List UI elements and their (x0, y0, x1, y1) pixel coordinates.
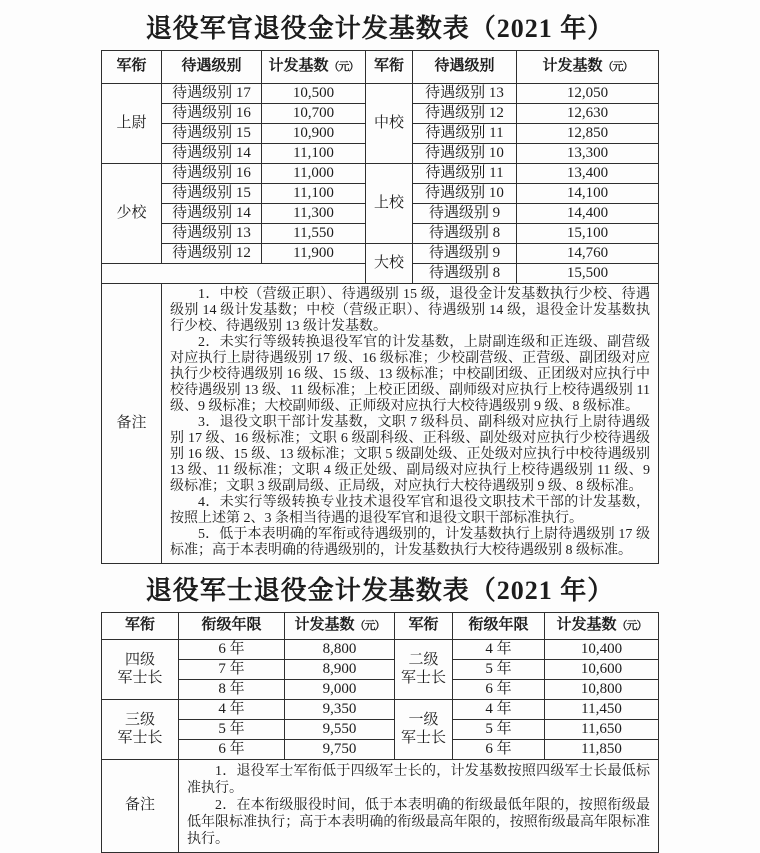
remark-label: 备注 (102, 283, 162, 563)
base-cell: 10,400 (545, 639, 659, 659)
officer-remarks (162, 283, 659, 563)
remark-item-3: 3．退役文职干部计发基数，文职 7 级科员、副科级对应执行上尉待遇级别 17 级、16 级标准；文职 6 级副科级、正科级、副处级对应执行少校待遇级别 16 级、15 级、13 级标准；文职 5 级副处级、正处级对应执行中校待遇级别 13 级、11 级标准；文职 4 级正处级、副局级对应执行上校待遇级别 11 级、9 级标准；文职 3 级副局级、正局级，对应执行大校待遇级别 9 级、8 级标准。 (170, 414, 650, 494)
years-cell: 8 年 (179, 679, 285, 699)
base-cell: 11,550 (262, 223, 366, 243)
base-cell: 10,500 (262, 83, 366, 103)
header-base-unit: （元） (354, 620, 385, 633)
table-row (102, 243, 659, 263)
grade-cell: 待遇级别 12 (162, 243, 262, 263)
grade-cell: 待遇级别 14 (162, 143, 262, 163)
rank-line: 军士长 (117, 730, 163, 747)
header-base-unit: （元） (328, 61, 359, 74)
rank-line: 四级 (124, 651, 155, 668)
table-row (102, 679, 659, 699)
base-cell: 14,400 (517, 203, 659, 223)
soldier-remarks (179, 759, 659, 852)
base-cell: 12,850 (517, 123, 659, 143)
grade-cell: 待遇级别 15 (162, 123, 262, 143)
base-cell: 9,350 (285, 699, 395, 719)
base-cell: 10,800 (545, 679, 659, 699)
remark-item-5: 5．低于本表明确的军衔或待遇级别的，计发基数执行上尉待遇级别 17 级标准；高于本表明确的待遇级别的，计发基数执行大校待遇级别 8 级标准。 (170, 526, 650, 558)
rank-cell-sijj (102, 639, 179, 699)
grade-cell: 待遇级别 8 (413, 263, 517, 283)
grade-cell: 待遇级别 10 (413, 183, 517, 203)
rank-line: 三级 (124, 711, 155, 728)
base-cell: 15,100 (517, 223, 659, 243)
grade-cell: 待遇级别 16 (162, 103, 262, 123)
base-cell: 11,000 (262, 163, 366, 183)
rank-cell-erji (395, 639, 453, 699)
header-base-left (262, 50, 366, 83)
remark-item-2: 2．在本衔级服役时间，低于本表明确的衔级最低年限的，按照衔级最低年限标准执行；高于本表明确的衔级最高年限的，按照衔级最高年限标准执行。 (187, 797, 650, 847)
grade-cell: 待遇级别 11 (413, 123, 517, 143)
rank-line: 二级 (408, 651, 439, 668)
header-base-label: 计发基数 (542, 58, 603, 75)
base-cell: 8,800 (285, 639, 395, 659)
base-cell: 14,100 (517, 183, 659, 203)
years-cell: 5 年 (453, 659, 545, 679)
table-row (102, 163, 659, 183)
base-cell: 11,450 (545, 699, 659, 719)
years-cell: 4 年 (453, 639, 545, 659)
years-cell: 7 年 (179, 659, 285, 679)
grade-cell: 待遇级别 16 (162, 163, 262, 183)
remark-item-1: 1．退役军士军衔低于四级军士长的，计发基数按照四级军士长最低标准执行。 (187, 763, 650, 796)
rank-line: 军士长 (400, 730, 446, 747)
base-cell: 11,300 (262, 203, 366, 223)
base-cell: 14,760 (517, 243, 659, 263)
table-row (102, 639, 659, 659)
years-cell: 6 年 (179, 739, 285, 759)
header-rank-right: 军衔 (395, 612, 453, 639)
base-cell: 11,100 (262, 183, 366, 203)
soldier-table (101, 612, 659, 853)
grade-cell: 待遇级别 14 (162, 203, 262, 223)
rank-cell-sanji (102, 699, 179, 759)
header-rank-left: 军衔 (102, 612, 179, 639)
rank-line: 一级 (408, 711, 439, 728)
header-rank-left: 军衔 (102, 50, 162, 83)
base-cell: 12,630 (517, 103, 659, 123)
officer-header-row (102, 50, 659, 83)
remark-item-4: 4．未实行等级转换专业技术退役军官和退役文职技术干部的计发基数，按照上述第 2、3 条相当待遇的退役军官和退役文职干部标准执行。 (170, 494, 650, 526)
base-cell: 10,900 (262, 123, 366, 143)
base-cell: 13,300 (517, 143, 659, 163)
years-cell: 6 年 (453, 679, 545, 699)
officer-remarks-row (102, 283, 659, 563)
table-row (102, 699, 659, 719)
base-cell: 11,850 (545, 739, 659, 759)
base-cell: 11,100 (262, 143, 366, 163)
header-base-label: 计发基数 (294, 617, 355, 634)
header-base-unit: （元） (616, 620, 647, 633)
table-row (102, 659, 659, 679)
grade-cell: 待遇级别 11 (413, 163, 517, 183)
remark-label: 备注 (102, 759, 179, 852)
base-cell: 9,550 (285, 719, 395, 739)
years-cell: 4 年 (179, 699, 285, 719)
soldier-header-row (102, 612, 659, 639)
soldier-remarks-row (102, 759, 659, 852)
officer-table (101, 50, 659, 564)
rank-cell-daxiao: 大校 (366, 243, 413, 283)
table-row (102, 719, 659, 739)
base-cell: 12,050 (517, 83, 659, 103)
grade-cell: 待遇级别 9 (413, 203, 517, 223)
base-cell: 11,900 (262, 243, 366, 263)
rank-line: 军士长 (117, 670, 163, 687)
table-row (102, 739, 659, 759)
grade-cell: 待遇级别 13 (413, 83, 517, 103)
header-years-left: 衔级年限 (179, 612, 285, 639)
header-base-right (545, 612, 659, 639)
grade-cell: 待遇级别 17 (162, 83, 262, 103)
base-cell: 9,750 (285, 739, 395, 759)
officer-table-title: 退役军官退役金计发基数表（2021 年） (145, 14, 615, 43)
header-grade-left: 待遇级别 (162, 50, 262, 83)
base-cell: 8,900 (285, 659, 395, 679)
years-cell: 5 年 (179, 719, 285, 739)
header-grade-right: 待遇级别 (413, 50, 517, 83)
rank-cell-shaoxiao: 少校 (102, 163, 162, 263)
rank-cell-yiji (395, 699, 453, 759)
grade-cell: 待遇级别 10 (413, 143, 517, 163)
header-base-unit: （元） (602, 61, 633, 74)
years-cell: 4 年 (453, 699, 545, 719)
rank-cell-zhongxiao: 中校 (366, 83, 413, 163)
remark-item-1: 1．中校（营级正职）、待遇级别 15 级，退役金计发基数执行少校、待遇级别 14 级计发基数；中校（营级正职）、待遇级别 14 级，退役金计发基数执行少校、待遇级别 13 级计发基数。 (170, 286, 650, 334)
grade-cell: 待遇级别 9 (413, 243, 517, 263)
remark-item-2: 2．未实行等级转换退役军官的计发基数，上尉副连级和正连级、副营级对应执行上尉待遇级别 17 级、16 级标准；少校副营级、正营级、副团级对应执行少校待遇级别 16 级、15 级、13 级标准；中校副团级、正团级对应执行中校待遇级别 13 级、11 级标准；上校正团级、副师级对应执行上校待遇级别 11 级、9 级标准；大校副师级、正师级对应执行大校待遇级别 9 级、8 级标准。 (170, 334, 650, 414)
base-cell: 13,400 (517, 163, 659, 183)
base-cell: 9,000 (285, 679, 395, 699)
years-cell: 6 年 (453, 739, 545, 759)
grade-cell: 待遇级别 12 (413, 103, 517, 123)
header-years-right: 衔级年限 (453, 612, 545, 639)
soldier-table-title: 退役军士退役金计发基数表（2021 年） (145, 575, 615, 605)
base-cell: 10,600 (545, 659, 659, 679)
grade-cell: 待遇级别 15 (162, 183, 262, 203)
header-base-label: 计发基数 (268, 58, 329, 75)
base-cell: 11,650 (545, 719, 659, 739)
rank-cell-shangxiao: 上校 (366, 163, 413, 243)
grade-cell: 待遇级别 13 (162, 223, 262, 243)
years-cell: 6 年 (179, 639, 285, 659)
table-row (102, 83, 659, 103)
base-cell: 10,700 (262, 103, 366, 123)
header-base-label: 计发基数 (556, 617, 617, 634)
header-rank-right: 军衔 (366, 50, 413, 83)
rank-cell-shangwei: 上尉 (102, 83, 162, 163)
header-base-left (285, 612, 395, 639)
grade-cell: 待遇级别 8 (413, 223, 517, 243)
header-base-right (517, 50, 659, 83)
rank-line: 军士长 (400, 670, 446, 687)
base-cell: 15,500 (517, 263, 659, 283)
empty-cell (102, 263, 366, 283)
years-cell: 5 年 (453, 719, 545, 739)
